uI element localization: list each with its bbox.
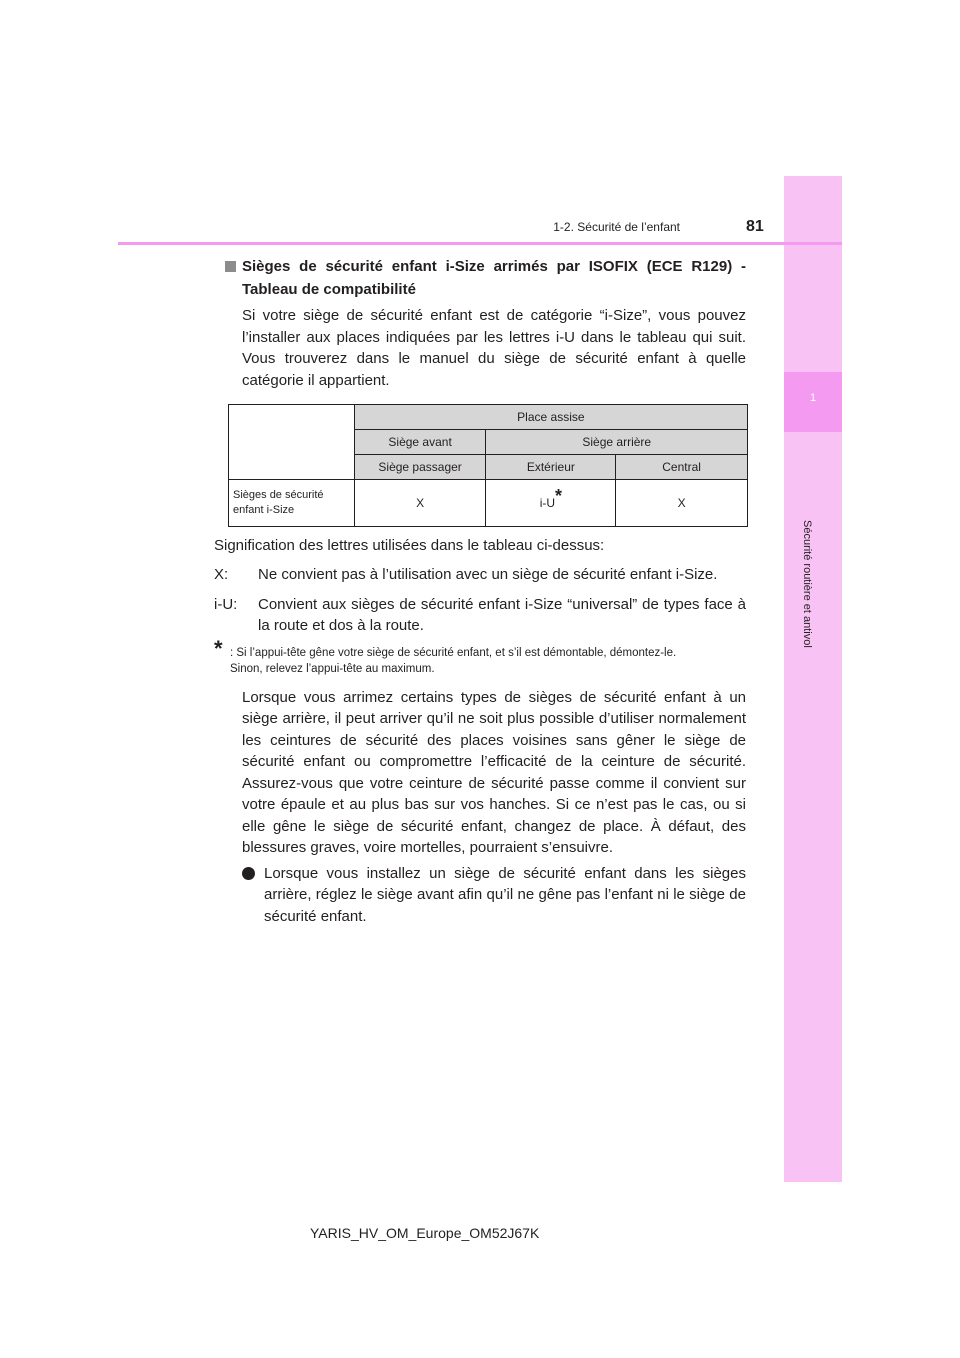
header-rule: [118, 242, 842, 245]
header-siege-avant: Siège avant: [354, 430, 486, 455]
bullet-text: Lorsque vous installez un siège de sécurité enfant dans les sièges arrière, réglez le siège avant afin qu’il ne gêne pas l’enfant ni le siège de sécurité enfant.: [264, 864, 746, 925]
cell-exterieur: [486, 480, 616, 527]
footnote-mark: *: [555, 486, 563, 506]
table-corner-cell: [229, 405, 355, 480]
square-bullet-icon: [225, 261, 236, 272]
footer-doc-code: YARIS_HV_OM_Europe_OM52J67K: [310, 1225, 540, 1241]
chapter-side-tab: [784, 176, 842, 1182]
chapter-number: 1: [809, 392, 817, 404]
header-central: Central: [616, 455, 748, 480]
intro-paragraph: Si votre siège de sécurité enfant est de catégorie “i-Size”, vous pouvez l’installer aux places indiquées par les lettres i-U dans le tableau qui suit. Vous trouverez dans le manuel du siège de sécurité enfant à quelle catégorie il appartient.: [242, 307, 746, 389]
footnote-line1: : Si l’appui-tête gêne votre siège de sécurité enfant, et s’il est démontable, démontez-le.: [230, 646, 677, 659]
round-bullet-icon: [242, 867, 255, 880]
chapter-title: Sécurité routière et antivol: [801, 520, 813, 648]
header-exterieur: Extérieur: [486, 455, 616, 480]
header-siege-passager: Siège passager: [354, 455, 486, 480]
cell-central: X: [616, 480, 748, 527]
section-heading: [214, 255, 746, 301]
row-label: Sièges de sécurité enfant i-Size: [229, 480, 355, 527]
page-number: 81: [746, 218, 764, 235]
legend-x-key: X:: [214, 566, 229, 583]
compatibility-table: [228, 404, 748, 527]
legend-iu-key: i-U:: [214, 595, 238, 613]
legend-intro: Signification des lettres utilisées dans le tableau ci-dessus:: [214, 537, 605, 554]
section-heading-text: Sièges de sécurité enfant i-Size arrimés par ISOFIX (ECE R129) - Tableau de compatibilité: [242, 258, 746, 298]
warning-paragraph: Lorsque vous arrimez certains types de sièges de sécurité enfant à un siège arrière, il peut arriver qu’il ne soit plus possible d’utiliser normalement les ceintures de sécurité des places voisines sans gêner le siège de sécurité enfant ou compromettre l’efficacité de la ceinture de sécurité. Assurez-vous que votre ceinture de sécurité passe comme il convient sur votre épaule et au plus bas sur vos hanches. Si ce n’est pas le cas, ou si elle gêne le siège de sécurité enfant, changez de place. À défaut, des blessures graves, voire mortelles, pourraient s’ensuivre.: [242, 688, 746, 856]
section-title: 1-2. Sécurité de l’enfant: [553, 220, 680, 234]
footnote: [214, 635, 746, 677]
footnote-star: *: [214, 635, 223, 661]
footnote-line2: Sinon, relevez l’appui-tête au maximum.: [230, 662, 435, 675]
legend-x: [214, 564, 746, 586]
table-row: [229, 480, 748, 527]
page-content: [214, 255, 746, 927]
legend-iu: [214, 594, 746, 637]
header-siege-arriere: Siège arrière: [486, 430, 748, 455]
legend-iu-text: Convient aux sièges de sécurité enfant i-Size “universal” de types face à la route et dos à la route.: [258, 595, 746, 634]
legend-x-text: Ne convient pas à l’utilisation avec un siège de sécurité enfant i-Size.: [258, 566, 718, 583]
cell-exterieur-value: i-U: [539, 496, 556, 510]
bullet-item: [242, 863, 746, 928]
cell-passager: X: [354, 480, 486, 527]
header-place-assise: Place assise: [354, 405, 747, 430]
